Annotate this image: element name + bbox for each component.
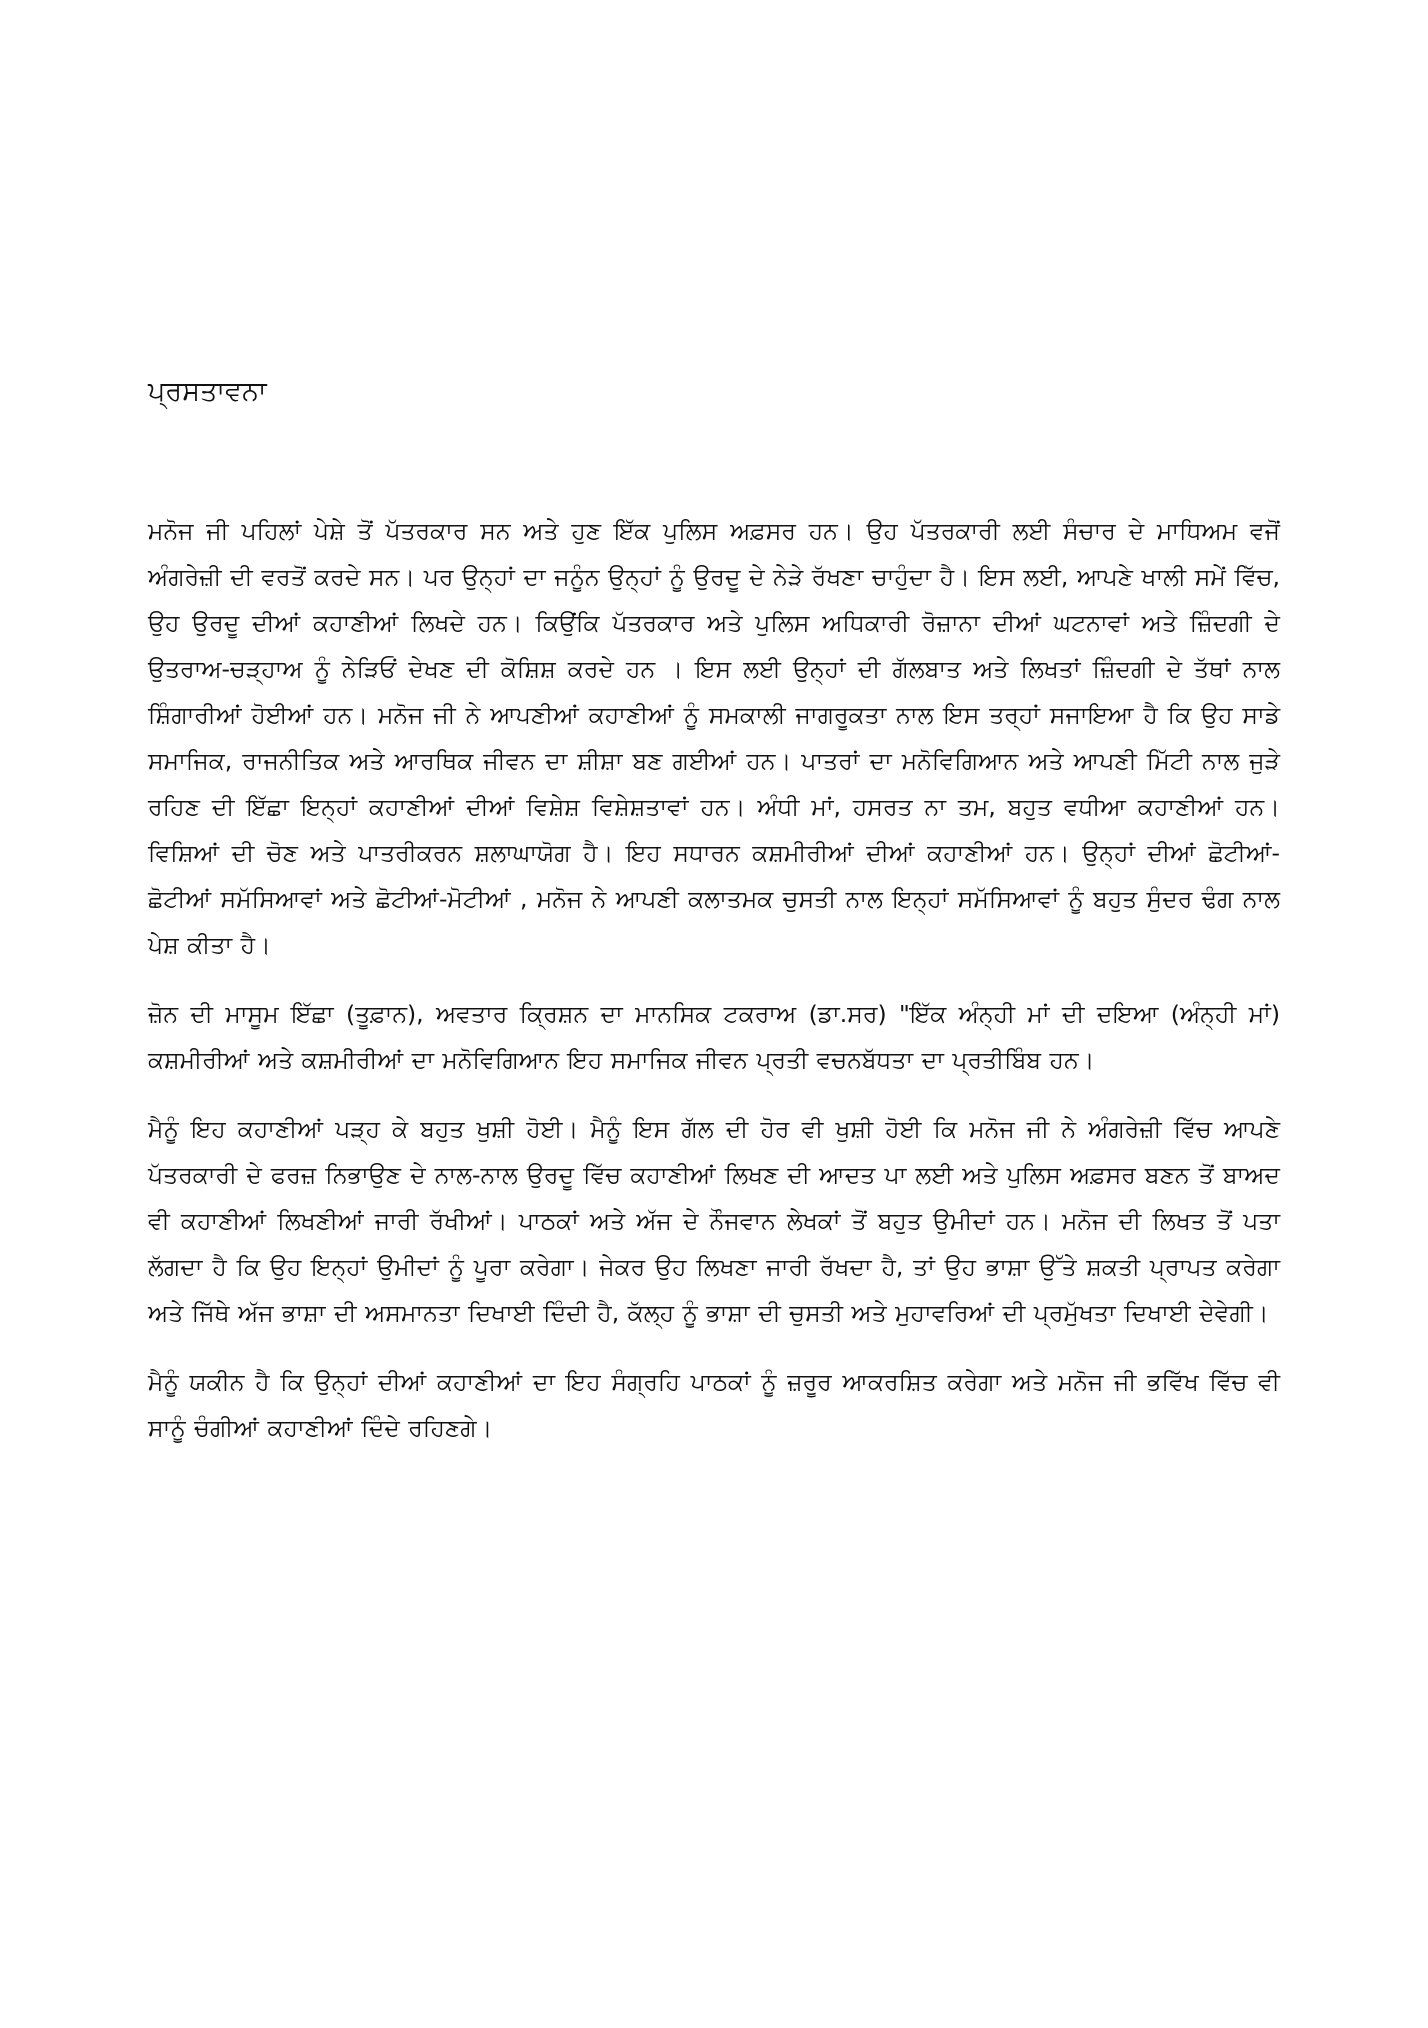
paragraph-1: ਮਨੋਜ ਜੀ ਪਹਿਲਾਂ ਪੇਸ਼ੇ ਤੋਂ ਪੱਤਰਕਾਰ ਸਨ ਅਤੇ ਹੁਣ ਇੱਕ ਪੁਲਿਸ ਅਫ਼ਸਰ ਹਨ। ਉਹ ਪੱਤਰਕਾਰੀ ਲਈ ਸੰਚਾਰ ਦੇ ਮਾਧਿਅਮ ਵਜੋਂ ਅੰਗਰੇਜ਼ੀ ਦੀ ਵਰਤੋਂ ਕਰਦੇ ਸਨ। ਪਰ ਉਨ੍ਹਾਂ ਦਾ ਜਨੂੰਨ ਉਨ੍ਹਾਂ ਨੂੰ ਉਰਦੂ ਦੇ ਨੇੜੇ ਰੱਖਣਾ ਚਾਹੁੰਦਾ ਹੈ। ਇਸ ਲਈ, ਆਪਣੇ ਖਾਲੀ ਸਮੇਂ ਵਿੱਚ, ਉਹ ਉਰਦੂ ਦੀਆਂ ਕਹਾਣੀਆਂ ਲਿਖਦੇ ਹਨ। ਕਿਉਂਕਿ ਪੱਤਰਕਾਰ ਅਤੇ ਪੁਲਿਸ ਅਧਿਕਾਰੀ ਰੋਜ਼ਾਨਾ ਦੀਆਂ ਘਟਨਾਵਾਂ ਅਤੇ ਜ਼ਿੰਦਗੀ ਦੇ ਉਤਰਾਅ-ਚੜ੍ਹਾਅ ਨੂੰ ਨੇੜਿਓਂ ਦੇਖਣ ਦੀ ਕੋਸ਼ਿਸ਼ ਕਰਦੇ ਹਨ । ਇਸ ਲਈ ਉਨ੍ਹਾਂ ਦੀ ਗੱਲਬਾਤ ਅਤੇ ਲਿਖਤਾਂ ਜ਼ਿੰਦਗੀ ਦੇ ਤੱਥਾਂ ਨਾਲ ਸ਼ਿੰਗਾਰੀਆਂ ਹੋਈਆਂ ਹਨ। ਮਨੋਜ ਜੀ ਨੇ ਆਪਣੀਆਂ ਕਹਾਣੀਆਂ ਨੂੰ ਸਮਕਾਲੀ ਜਾਗਰੂਕਤਾ ਨਾਲ ਇਸ ਤਰ੍ਹਾਂ ਸਜਾਇਆ ਹੈ ਕਿ ਉਹ ਸਾਡੇ ਸਮਾਜਿਕ, ਰਾਜਨੀਤਿਕ ਅਤੇ ਆਰਥਿਕ ਜੀਵਨ ਦਾ ਸ਼ੀਸ਼ਾ ਬਣ ਗਈਆਂ ਹਨ। ਪਾਤਰਾਂ ਦਾ ਮਨੋਵਿਗਿਆਨ ਅਤੇ ਆਪਣੀ ਮਿੱਟੀ ਨਾਲ ਜੁੜੇ ਰਹਿਣ ਦੀ ਇੱਛਾ ਇਨ੍ਹਾਂ ਕਹਾਣੀਆਂ ਦੀਆਂ ਵਿਸ਼ੇਸ਼ ਵਿਸ਼ੇਸ਼ਤਾਵਾਂ ਹਨ। ਅੰਧੀ ਮਾਂ, ਹਸਰਤ ਨਾ ਤਮ, ਬਹੁਤ ਵਧੀਆ ਕਹਾਣੀਆਂ ਹਨ। ਵਿਸ਼ਿਆਂ ਦੀ ਚੋਣ ਅਤੇ ਪਾਤਰੀਕਰਨ ਸ਼ਲਾਘਾਯੋਗ ਹੈ। ਇਹ ਸਧਾਰਨ ਕਸ਼ਮੀਰੀਆਂ ਦੀਆਂ ਕਹਾਣੀਆਂ ਹਨ। ਉਨ੍ਹਾਂ ਦੀਆਂ ਛੋਟੀਆਂ-ਛੋਟੀਆਂ ਸਮੱਸਿਆਵਾਂ ਅਤੇ ਛੋਟੀਆਂ-ਮੋਟੀਆਂ , ਮਨੋਜ ਨੇ ਆਪਣੀ ਕਲਾਤਮਕ ਚੁਸਤੀ ਨਾਲ ਇਨ੍ਹਾਂ ਸਮੱਸਿਆਵਾਂ ਨੂੰ ਬਹੁਤ ਸੁੰਦਰ ਢੰਗ ਨਾਲ ਪੇਸ਼ ਕੀਤਾ ਹੈ।	[148, 517, 1280, 959]
paragraph-2: ਜ਼ੋਨ ਦੀ ਮਾਸੂਮ ਇੱਛਾ (ਤੂਫ਼ਾਨ), ਅਵਤਾਰ ਕ੍ਰਿਸ਼ਨ ਦਾ ਮਾਨਸਿਕ ਟਕਰਾਅ (ਡਾ.ਸਰ) "ਇੱਕ ਅੰਨ੍ਹੀ ਮਾਂ ਦੀ ਦਇਆ (ਅੰਨ੍ਹੀ ਮਾਂ) ਕਸ਼ਮੀਰੀਆਂ ਅਤੇ ਕਸ਼ਮੀਰੀਆਂ ਦਾ ਮਨੋਵਿਗਿਆਨ ਇਹ ਸਮਾਜਿਕ ਜੀਵਨ ਪ੍ਰਤੀ ਵਚਨਬੱਧਤਾ ਦਾ ਪ੍ਰਤੀਬਿੰਬ ਹਨ।	[148, 1000, 1280, 1074]
page-title: ਪ੍ਰਸਤਾਵਨਾ	[148, 376, 267, 407]
paragraph-3: ਮੈਨੂੰ ਇਹ ਕਹਾਣੀਆਂ ਪੜ੍ਹ ਕੇ ਬਹੁਤ ਖੁਸ਼ੀ ਹੋਈ। ਮੈਨੂੰ ਇਸ ਗੱਲ ਦੀ ਹੋਰ ਵੀ ਖੁਸ਼ੀ ਹੋਈ ਕਿ ਮਨੋਜ ਜੀ ਨੇ ਅੰਗਰੇਜ਼ੀ ਵਿੱਚ ਆਪਣੇ ਪੱਤਰਕਾਰੀ ਦੇ ਫਰਜ਼ ਨਿਭਾਉਣ ਦੇ ਨਾਲ-ਨਾਲ ਉਰਦੂ ਵਿੱਚ ਕਹਾਣੀਆਂ ਲਿਖਣ ਦੀ ਆਦਤ ਪਾ ਲਈ ਅਤੇ ਪੁਲਿਸ ਅਫ਼ਸਰ ਬਣਨ ਤੋਂ ਬਾਅਦ ਵੀ ਕਹਾਣੀਆਂ ਲਿਖਣੀਆਂ ਜਾਰੀ ਰੱਖੀਆਂ। ਪਾਠਕਾਂ ਅਤੇ ਅੱਜ ਦੇ ਨੌਜਵਾਨ ਲੇਖਕਾਂ ਤੋਂ ਬਹੁਤ ਉਮੀਦਾਂ ਹਨ। ਮਨੋਜ ਦੀ ਲਿਖਤ ਤੋਂ ਪਤਾ ਲੱਗਦਾ ਹੈ ਕਿ ਉਹ ਇਨ੍ਹਾਂ ਉਮੀਦਾਂ ਨੂੰ ਪੂਰਾ ਕਰੇਗਾ। ਜੇਕਰ ਉਹ ਲਿਖਣਾ ਜਾਰੀ ਰੱਖਦਾ ਹੈ, ਤਾਂ ਉਹ ਭਾਸ਼ਾ ਉੱਤੇ ਸ਼ਕਤੀ ਪ੍ਰਾਪਤ ਕਰੇਗਾ ਅਤੇ ਜਿੱਥੇ ਅੱਜ ਭਾਸ਼ਾ ਦੀ ਅਸਮਾਨਤਾ ਦਿਖਾਈ ਦਿੰਦੀ ਹੈ, ਕੱਲ੍ਹ ਨੂੰ ਭਾਸ਼ਾ ਦੀ ਚੁਸਤੀ ਅਤੇ ਮੁਹਾਵਰਿਆਂ ਦੀ ਪ੍ਰਮੁੱਖਤਾ ਦਿਖਾਈ ਦੇਵੇਗੀ।	[148, 1115, 1280, 1327]
paragraph-4: ਮੈਨੂੰ ਯਕੀਨ ਹੈ ਕਿ ਉਨ੍ਹਾਂ ਦੀਆਂ ਕਹਾਣੀਆਂ ਦਾ ਇਹ ਸੰਗ੍ਰਹਿ ਪਾਠਕਾਂ ਨੂੰ ਜ਼ਰੂਰ ਆਕਰਸ਼ਿਤ ਕਰੇਗਾ ਅਤੇ ਮਨੋਜ ਜੀ ਭਵਿੱਖ ਵਿੱਚ ਵੀ ਸਾਨੂੰ ਚੰਗੀਆਂ ਕਹਾਣੀਆਂ ਦਿੰਦੇ ਰਹਿਣਗੇ।	[148, 1368, 1280, 1442]
document-body	[148, 508, 1280, 1474]
